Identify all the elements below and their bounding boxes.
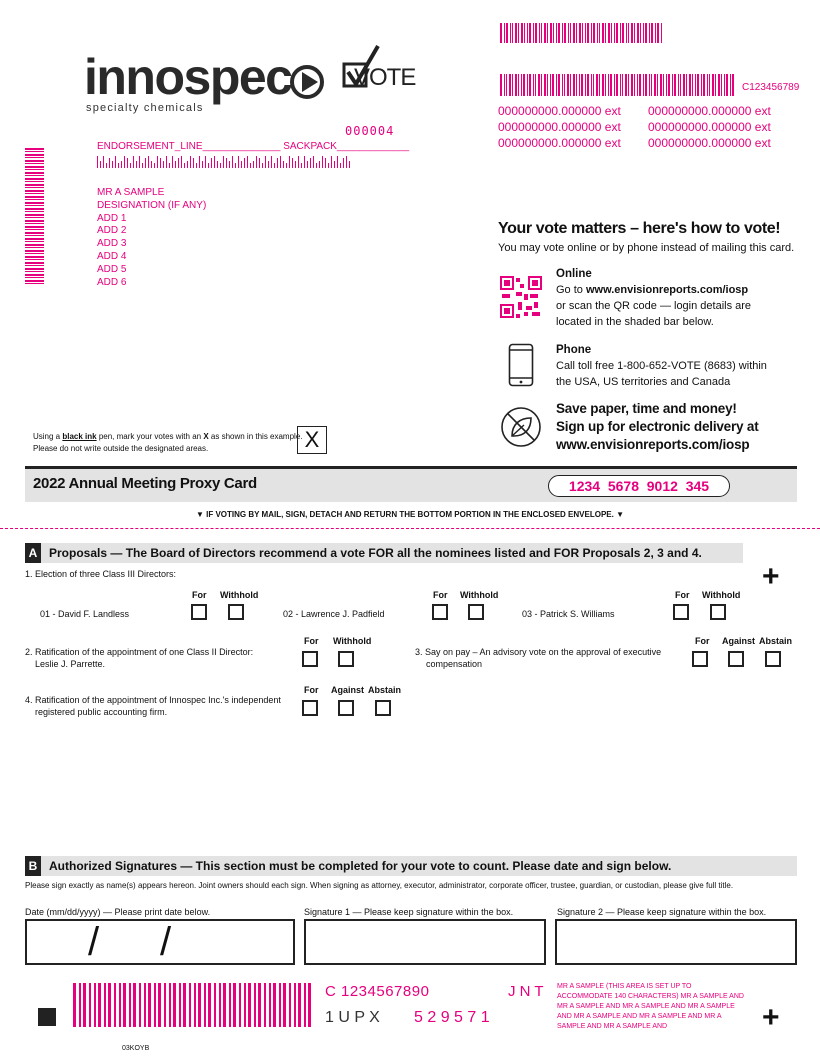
withhold-header: Withhold [333, 636, 372, 646]
signature-1-box[interactable] [304, 919, 546, 965]
date-slash: / [88, 920, 100, 964]
nominee-3-withhold-checkbox[interactable] [710, 604, 726, 620]
nominee-2-withhold-checkbox[interactable] [468, 604, 484, 620]
nominee-2: 02 - Lawrence J. Padfield [283, 609, 385, 619]
proposal-3-for-checkbox[interactable] [692, 651, 708, 667]
proposal-4-for-checkbox[interactable] [302, 700, 318, 716]
nominee-1-withhold-checkbox[interactable] [228, 604, 244, 620]
proposal-4-against-checkbox[interactable] [338, 700, 354, 716]
address-line: ADD 3 [97, 238, 127, 250]
card-title: 2022 Annual Meeting Proxy Card [33, 475, 257, 492]
vote-info-subtitle: You may vote online or by phone instead of mailing this card. [498, 242, 795, 254]
save-line-1: Save paper, time and money! [556, 401, 737, 416]
nominee-1: 01 - David F. Landless [40, 609, 130, 619]
phone-line-2: the USA, US territories and Canada [556, 376, 731, 388]
vote-logo [342, 42, 422, 96]
footer-c-number: C 1234567890 [325, 983, 430, 1000]
phone-icon [508, 343, 534, 387]
ext-line: 000000000.000000 ext [648, 120, 771, 134]
card-control-code-text: 1234 5678 9012 345 [568, 478, 710, 494]
ext-grid [498, 104, 798, 150]
example-x-mark: X [304, 427, 320, 452]
abstain-header: Abstain [759, 636, 793, 646]
online-line-3: located in the shaded bar below. [556, 316, 714, 328]
online-line-1 [556, 282, 806, 298]
for-header: For [433, 590, 448, 600]
proposal-2-line-1: 2. Ratification of the appointment of one Class II Director: [25, 647, 254, 657]
corner-mark [38, 1008, 56, 1026]
section-b-letter: B [25, 856, 41, 876]
vote-info-title: Your vote matters – here's how to vote! [498, 220, 781, 237]
footer-number: 5 2 9 5 7 1 [414, 1009, 490, 1026]
card-control-code [548, 475, 730, 497]
withhold-header: Withhold [220, 590, 259, 600]
ext-line: 000000000.000000 ext [498, 136, 621, 150]
address-line: DESIGNATION (IF ANY) [97, 199, 207, 211]
proposal-3-line-1: 3. Say on pay – An advisory vote on the approval of executive [415, 647, 662, 657]
for-header: For [675, 590, 690, 600]
save-block [556, 400, 816, 454]
online-url-link[interactable]: www.envisionreports.com/iosp [585, 284, 749, 296]
proposal-4-abstain-checkbox[interactable] [375, 700, 391, 716]
footer-plus-mark: + [762, 1001, 780, 1034]
address-line: ADD 6 [97, 276, 127, 288]
sequence-number: 000004 [345, 124, 395, 138]
for-header: For [304, 685, 319, 695]
ins-pre: Using a [33, 432, 63, 441]
ins-post: as shown in this example. [208, 432, 303, 441]
footer-jnt: J N T [508, 983, 544, 1000]
address-line: ADD 4 [97, 250, 127, 262]
phone-line-1: Call toll free 1-800-652-VOTE (8683) within [556, 360, 767, 372]
proposal-2-for-checkbox[interactable] [302, 651, 318, 667]
signature-2-label: Signature 2 — Please keep signature within the box. [557, 907, 767, 917]
top-barcode [500, 23, 663, 43]
address-line: MR A SAMPLE [97, 187, 165, 198]
nominee-3-for-checkbox[interactable] [673, 604, 689, 620]
save-line-2: Sign up for electronic delivery at [556, 419, 759, 434]
section-a-title: Proposals — The Board of Directors recommend a vote FOR all the nominees listed and FOR Proposals 2, 3 and 4. [49, 546, 702, 560]
logo-arrow-icon [290, 64, 324, 100]
proposal-4-line-2: registered public accounting firm. [35, 707, 168, 717]
signature-2-box[interactable] [555, 919, 797, 965]
online-line-2: or scan the QR code — login details are [556, 300, 752, 312]
ext-line: 000000000.000000 ext [648, 136, 771, 150]
instruction-line-1 [33, 431, 303, 443]
withhold-header: Withhold [460, 590, 499, 600]
signature-note: Please sign exactly as name(s) appears hereon. Joint owners should each sign. When signing as attorney, executor, administrator, corporate officer, trustee, guardian, or custodian, please give full title. [25, 881, 734, 890]
proposal-3-line-2: compensation [426, 659, 483, 669]
address-block [97, 187, 206, 289]
phone-block [556, 342, 806, 390]
proposal-2-withhold-checkbox[interactable] [338, 651, 354, 667]
signature-1-label: Signature 1 — Please keep signature within the box. [304, 907, 514, 917]
postal-barcode [97, 156, 352, 168]
date-label: Date (mm/dd/yyyy) — Please print date below. [25, 907, 211, 917]
endorsement-line: ENDORSEMENT_LINE______________ SACKPACK_____________ [97, 141, 410, 152]
online-title: Online [556, 268, 592, 280]
section-b-bar [25, 856, 797, 876]
proposal-3-abstain-checkbox[interactable] [765, 651, 781, 667]
address-line: ADD 1 [97, 212, 127, 224]
online-go-to: Go to [556, 284, 586, 296]
ins-x: X [203, 432, 209, 441]
save-url-link[interactable]: www.envisionreports.com/iosp [556, 437, 750, 452]
side-barcode [25, 148, 44, 286]
logo-subtext: specialty chemicals [86, 102, 204, 114]
qr-code-icon [500, 276, 542, 318]
ext-line: 000000000.000000 ext [648, 104, 771, 118]
instructions [33, 431, 303, 455]
instruction-line-2: Please do not write outside the designated areas. [33, 444, 209, 453]
address-line: ADD 5 [97, 263, 127, 275]
footer-barcode [73, 983, 314, 1027]
against-header: Against [331, 685, 365, 695]
proposal-1-label: 1. Election of three Class III Directors: [25, 569, 177, 579]
address-line: ADD 2 [97, 225, 127, 237]
control-id: C123456789 [742, 82, 800, 93]
leaf-icon [500, 406, 542, 448]
nominee-2-for-checkbox[interactable] [432, 604, 448, 620]
proposal-2-line-2: Leslie J. Parrette. [35, 659, 106, 669]
section-a-bar [25, 543, 743, 563]
logo-text: innospec [84, 49, 292, 105]
section-b-title: Authorized Signatures — This section must be completed for your vote to count. Please date and sign below. [49, 859, 672, 873]
ins-mid: pen, mark your votes with an [96, 432, 204, 441]
ins-ink: black ink [62, 432, 97, 441]
vote-text: VOTE [354, 64, 416, 91]
mail-note: ▼ IF VOTING BY MAIL, SIGN, DETACH AND RETURN THE BOTTOM PORTION IN THE ENCLOSED ENVELOPE. ▼ [195, 510, 624, 519]
nominee-3: 03 - Patrick S. Williams [522, 609, 615, 619]
detach-line [0, 528, 820, 529]
nominee-1-for-checkbox[interactable] [191, 604, 207, 620]
ext-line: 000000000.000000 ext [498, 104, 621, 118]
vote-info [498, 220, 808, 254]
footer-sample-text: MR A SAMPLE (THIS AREA IS SET UP TO ACCOMMODATE 140 CHARACTERS) MR A SAMPLE AND MR A SAMPLE AND MR A SAMPLE AND MR A SAMPLE AND MR A SAMPLE AND MR A SAMPLE AND MR A SAMPLE AND MR A SAMPLE AND [557, 983, 744, 1030]
section-a-letter: A [25, 543, 41, 563]
plus-mark: + [762, 560, 780, 593]
date-slash: / [160, 920, 172, 964]
online-block [556, 266, 806, 330]
ext-line: 000000000.000000 ext [498, 120, 621, 134]
footer-code: 03KOYB [122, 1045, 150, 1052]
company-logo [84, 49, 334, 122]
proposal-3-against-checkbox[interactable] [728, 651, 744, 667]
for-header: For [695, 636, 710, 646]
abstain-header: Abstain [368, 685, 402, 695]
example-mark-box [297, 426, 327, 454]
control-barcode [500, 74, 736, 96]
footer-upx: 1 U P X [325, 1009, 380, 1026]
for-header: For [304, 636, 319, 646]
withhold-header: Withhold [702, 590, 741, 600]
against-header: Against [722, 636, 756, 646]
phone-title: Phone [556, 344, 592, 356]
for-header: For [192, 590, 207, 600]
proposal-4-line-1: 4. Ratification of the appointment of Innospec Inc.'s independent [25, 695, 281, 705]
